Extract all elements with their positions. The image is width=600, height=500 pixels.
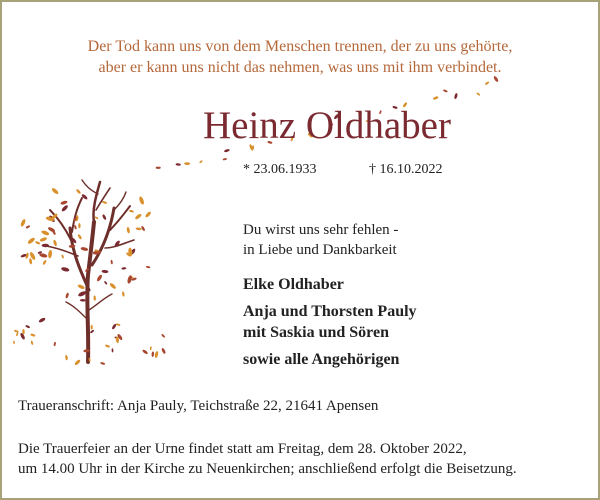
- leaf: [51, 187, 59, 195]
- death-date: † 16.10.2022: [369, 162, 443, 177]
- leaf: [138, 196, 145, 205]
- leaf: [94, 216, 98, 220]
- leaf: [142, 349, 149, 355]
- leaf: [80, 299, 86, 302]
- leaf: [161, 347, 166, 354]
- leaf: [38, 317, 46, 323]
- leaf: [222, 158, 227, 161]
- leaf: [29, 258, 33, 264]
- leaf: [145, 211, 152, 218]
- service-line-2: um 14.00 Uhr in der Kirche zu Neuenkirchen; anschließend erfolgt die Beisetzung.: [18, 461, 517, 477]
- leaf: [121, 267, 126, 270]
- leaf: [184, 162, 190, 165]
- leaf: [134, 213, 142, 220]
- farewell-line-2: in Liebe und Dankbarkeit: [243, 242, 397, 258]
- leaf: [105, 344, 110, 348]
- leaf: [109, 282, 117, 290]
- leaf: [485, 81, 490, 86]
- leaf: [476, 92, 480, 96]
- leaf: [102, 201, 107, 205]
- leaf: [176, 163, 181, 166]
- deceased-name: Heinz Oldhaber: [203, 104, 451, 147]
- mourners-list: [243, 274, 417, 370]
- leaf: [102, 214, 107, 221]
- leaf: [141, 225, 146, 231]
- leaf: [156, 167, 161, 169]
- leaf: [443, 89, 448, 93]
- leaf: [154, 351, 159, 358]
- leaf: [90, 329, 95, 333]
- leaf: [100, 362, 105, 365]
- mourner-1: Elke Oldhaber: [243, 276, 344, 293]
- quote-line-1: Der Tod kann uns von dem Menschen trennen, der zu uns gehörte,: [87, 38, 513, 55]
- quote-line-2: aber er kann uns nicht das nehmen, was uns mit ihm verbindet.: [98, 59, 502, 76]
- leaf: [78, 223, 80, 228]
- leaf: [61, 254, 64, 259]
- leaf: [433, 96, 439, 100]
- leaf: [48, 250, 53, 259]
- leaf: [224, 149, 230, 153]
- leaf: [53, 239, 58, 246]
- leaf: [74, 359, 81, 366]
- leaf: [25, 325, 30, 329]
- leaf: [61, 267, 70, 273]
- leaf: [101, 270, 108, 274]
- service-line-1: Die Trauerfeier an der Urne findet statt am Freitag, dem 28. Oktober 2022,: [18, 441, 467, 457]
- leaf: [14, 329, 19, 333]
- leaf: [74, 225, 77, 230]
- leaf: [76, 189, 82, 195]
- leaf: [30, 340, 33, 345]
- leaf: [80, 247, 88, 252]
- leaf: [454, 93, 458, 100]
- leaf: [122, 291, 125, 296]
- mourner-3: mit Saskia und Sören: [243, 324, 389, 341]
- leaf: [116, 323, 121, 326]
- leaf: [39, 236, 47, 242]
- mourner-2: Anja und Thorsten Pauly: [243, 303, 417, 320]
- leaf: [65, 292, 69, 298]
- leaf: [65, 355, 68, 361]
- leaf: [150, 346, 152, 350]
- mourner-4: sowie alle Angehörigen: [243, 351, 400, 368]
- leaf: [30, 333, 36, 337]
- leaf: [110, 260, 113, 265]
- leaf: [77, 234, 82, 240]
- leaf: [61, 204, 69, 212]
- leaf: [104, 281, 108, 285]
- leaf: [129, 210, 134, 213]
- leaf: [35, 241, 41, 245]
- leaf: [91, 325, 93, 330]
- leaf: [16, 332, 19, 336]
- birth-date: * 23.06.1933: [243, 162, 317, 177]
- leaf: [13, 341, 15, 345]
- leaf: [27, 237, 36, 245]
- farewell-line-1: Du wirst uns sehr fehlen -: [243, 222, 399, 238]
- farewell-message: [243, 220, 398, 260]
- leaf: [151, 351, 154, 357]
- leaf: [42, 259, 47, 265]
- leaf: [25, 225, 30, 229]
- leaf: [77, 284, 85, 290]
- leaf: [161, 334, 166, 339]
- leaf: [53, 342, 56, 347]
- leaf: [136, 227, 142, 230]
- leaf: [93, 295, 96, 300]
- leaf: [96, 274, 103, 282]
- leaf: [199, 160, 203, 164]
- condolence-address: Traueranschrift: Anja Pauly, Teichstraße 22, 21641 Apensen: [18, 398, 379, 414]
- tree-illustration-icon: [10, 170, 186, 370]
- leaf: [60, 200, 68, 205]
- service-details: [18, 439, 517, 479]
- leaf: [493, 75, 499, 82]
- leaf: [41, 230, 50, 237]
- leaf: [20, 218, 27, 227]
- leaf: [146, 266, 151, 269]
- leaf: [112, 348, 114, 352]
- leaf: [126, 227, 130, 234]
